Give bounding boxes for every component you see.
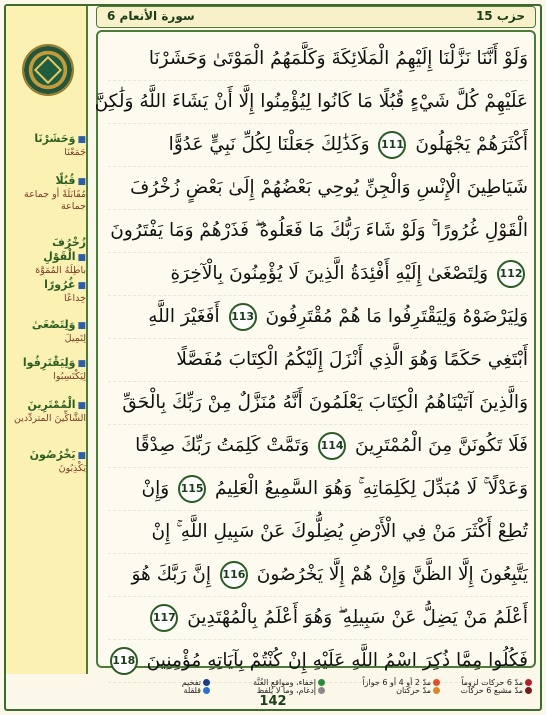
text-line: والذين آتيناهم الكتاب يعلمون أنه منزل من ربك بالحق xyxy=(108,382,528,425)
ayah-number: 116 xyxy=(220,561,248,589)
legend-swatch-icon xyxy=(525,687,532,694)
legend-swatch-icon xyxy=(203,687,210,694)
text-line: فل تكونن من الممترين 114 وتمت كلمت ربك صدقا xyxy=(108,425,528,468)
legend-swatch-icon xyxy=(433,679,440,686)
legend-item: تفخيم xyxy=(182,678,210,687)
hizb-label: حزب 15 xyxy=(475,9,525,23)
page-header xyxy=(96,6,536,28)
legend-swatch-icon xyxy=(433,687,440,694)
glossary-entry: وَلِيَقْتَرِفُوا ■ لِيَكْتَسِبُوا xyxy=(10,356,86,383)
ayah-number: 113 xyxy=(229,303,257,331)
glossary-meaning: لِيَكْتَسِبُوا xyxy=(53,371,86,382)
glossary-term: وَحَشَرْنَا xyxy=(34,132,76,145)
glossary-entry: الْمُمْتَرِينَ ■ الشَّاكِّينَ المتردِّدين xyxy=(10,398,86,425)
legend-swatch-icon xyxy=(203,679,210,686)
text-line: فكلوا مما ذكر اسم الله عليه إن كنتم بآياته مؤمنين 118 xyxy=(108,640,528,683)
text-line: وعدل ل مبدل لكلماته وهو السميع العليم 115 وإن xyxy=(108,468,528,511)
ayah-number: 114 xyxy=(318,432,346,460)
glossary-entry: وَلِتَصْغَىٰ ■ لِتَمِيلَ xyxy=(10,318,86,345)
text-line: ولو أننا نزلنا إليهم الملئكة وكلمهم الموتى وحشرنا xyxy=(108,38,528,81)
glossary-meaning: خِداعًا xyxy=(63,293,86,304)
text-line: أعلم من يضل عن سبيله وهو أعلم بالمهتدين 117 xyxy=(108,597,528,640)
text-line: وليرضوه وليقترفوا ما هم مقترفون 113 أفغير الله xyxy=(108,296,528,339)
glossary-term: يَخْرُصُونَ xyxy=(29,448,76,461)
text-line: تطع أكثر من في الرض يضلوك عن سبيل الله إن xyxy=(108,511,528,554)
glossary-term: وَلِيَقْتَرِفُوا xyxy=(22,356,76,369)
decorative-medallion-icon xyxy=(24,46,72,94)
glossary-meaning: مُقَابَلَةً أو جماعة جماعة xyxy=(24,189,86,212)
glossary-margin xyxy=(6,6,88,674)
text-line: شياطين النس والجن يوحي بعضهم إلى بعض زخرف xyxy=(108,167,528,210)
legend-item: مدّ 6 حركات لزوماً xyxy=(461,678,532,687)
text-line: 112 ولتصغى إليه أفئدة الذين ل يؤمنون بالخرة xyxy=(108,253,528,296)
ayah-number: 112 xyxy=(497,260,525,288)
glossary-term: زُخْرُفَ الْقَوْلِ xyxy=(43,236,86,263)
text-line: القول غرورا ولو شاء ربك ما فعلوه فذرهم وما يفترون xyxy=(108,210,528,253)
glossary-entry: وَحَشَرْنَا ■ جَمَعْنَا xyxy=(10,132,86,159)
glossary-term: الْمُمْتَرِينَ xyxy=(27,398,76,411)
legend-item: إخفاء، ومواقع الغُنَّة xyxy=(253,678,325,687)
glossary-entry: زُخْرُفَ الْقَوْلِ ■ باطِلَهُ المُمَوَّهَ xyxy=(10,236,86,277)
legend-swatch-icon xyxy=(525,679,532,686)
legend-swatch-icon xyxy=(318,687,325,694)
glossary-entry: يَخْرُصُونَ ■ يَكْذِبُونَ xyxy=(10,448,86,475)
glossary-meaning: باطِلَهُ المُمَوَّهَ xyxy=(35,265,86,276)
text-line: عليهم كل شيء قبل ما كانوا ليؤمنوا إل أن يشاء الله ولكن xyxy=(108,81,528,124)
glossary-term: غُرُورًا xyxy=(44,278,76,291)
glossary-meaning: جَمَعْنَا xyxy=(64,147,86,158)
page-number: 142 xyxy=(259,694,287,709)
glossary-meaning: الشَّاكِّينَ المتردِّدين xyxy=(13,413,86,424)
legend-item: قلقلة xyxy=(184,686,210,695)
text-line: يتبعون إل الظن وإن هم إل يخرصون 116 إن ربك هو xyxy=(108,554,528,597)
ayah-number: 118 xyxy=(110,647,138,675)
glossary-entry: قُبُلًا ■ مُقَابَلَةً أو جماعة جماعة xyxy=(10,174,86,213)
text-line: أبتغي حكما وهو الذي أنزل إليكم الكتاب مفصل xyxy=(108,339,528,382)
tajweed-legend xyxy=(6,676,540,694)
legend-item: مدّ 2 أو 4 أو 6 جوازاً xyxy=(362,678,440,687)
legend-item: إدغام، وما لا يُلفظ xyxy=(257,686,325,695)
verse-lines xyxy=(94,38,528,683)
surah-label: 6 سورة الأنعام xyxy=(107,9,195,23)
quran-text-panel xyxy=(94,30,536,671)
legend-item: مدّ حركتان xyxy=(396,686,440,695)
legend-item: مدّ مشبع 6 حركات xyxy=(461,686,532,695)
glossary-term: وَلِتَصْغَىٰ xyxy=(31,318,76,331)
ayah-number: 111 xyxy=(378,131,406,159)
ayah-number: 117 xyxy=(150,604,178,632)
glossary-meaning: لِتَمِيلَ xyxy=(64,333,86,344)
text-line: أكثرهم يجهلون 111 وكذلك جعلنا لكل نبي عدوا xyxy=(108,124,528,167)
legend-swatch-icon xyxy=(318,679,325,686)
glossary-meaning: يَكْذِبُونَ xyxy=(58,463,86,474)
glossary-term: قُبُلًا xyxy=(55,174,76,187)
glossary-entry: غُرُورًا ■ خِداعًا xyxy=(10,278,86,305)
ayah-number: 115 xyxy=(178,475,206,503)
